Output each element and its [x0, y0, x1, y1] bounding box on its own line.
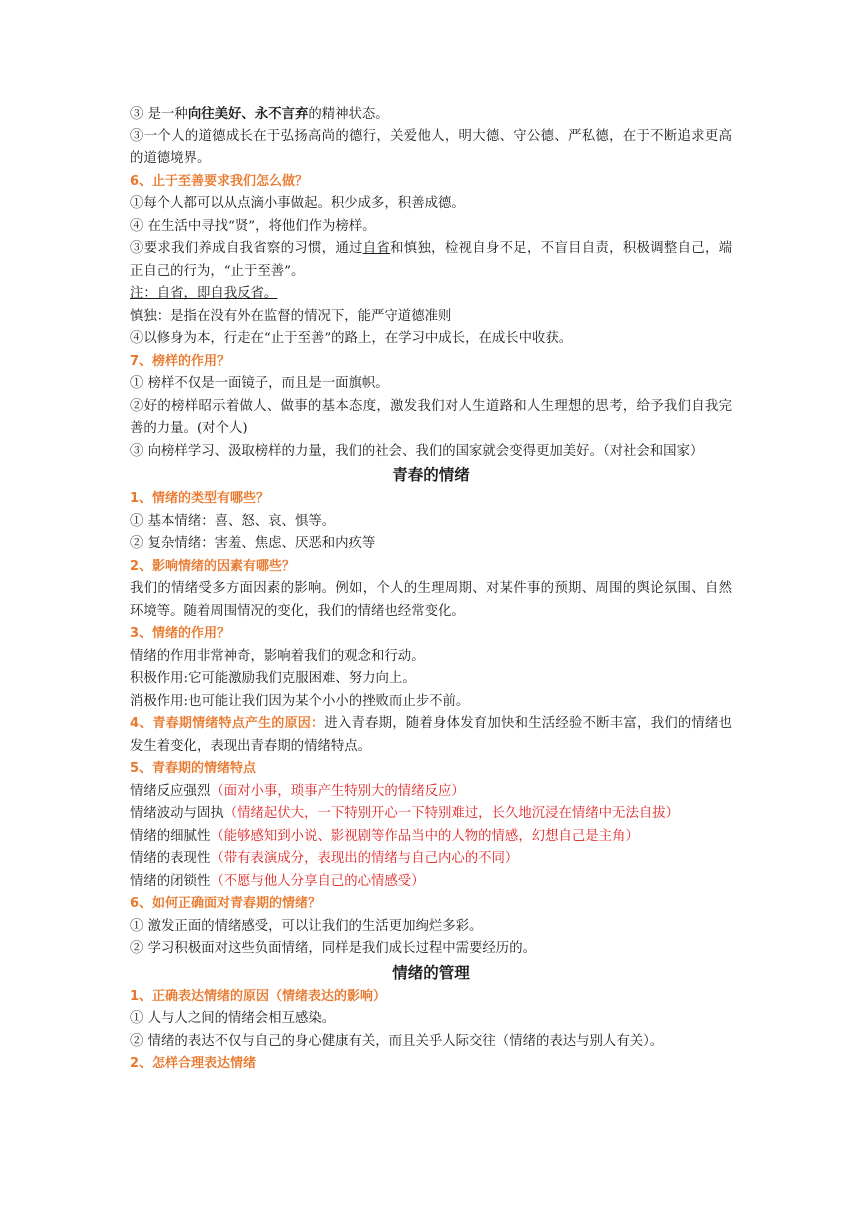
- note-line: [130, 283, 732, 306]
- document-page: [130, 103, 732, 1076]
- trait-label: 情绪的细腻性: [130, 828, 211, 844]
- item-emotion-1-2: ② 复杂情绪：害羞、焦虑、厌恶和内疚等: [130, 536, 376, 551]
- trait-3: [130, 826, 732, 849]
- item-7-3: ③ 向榜样学习、汲取榜样的力量，我们的社会、我们的国家就会变得更加美好。（对社会和国家）: [130, 443, 704, 459]
- item-6-3: [130, 238, 732, 283]
- item-6-1: ①每个人都可以从点滴小事做起。积少成多，积善成德。: [130, 196, 465, 211]
- trait-label: 情绪波动与固执: [130, 806, 224, 821]
- heading-management-1: 1、正确表达情绪的原因（情绪表达的影响）: [130, 988, 387, 1004]
- item-7-1: ① 榜样不仅是一面镜子，而且是一面旗帜。: [130, 376, 389, 391]
- heading-6: 6、止于至善要求我们怎么做？: [130, 173, 309, 189]
- item-7-2: ②好的榜样昭示着做人、做事的基本态度，激发我们对人生道路和人生理想的思考，给予我们自我完善的力量。(对个人): [130, 398, 732, 436]
- text: ③要求我们养成自我省察的习惯，通过: [130, 241, 363, 256]
- paragraph-moral-growth: ③一个人的道德成长在于弘扬高尚的德行，关爱他人，明大德、守公德、严私德，在于不断追求更高的道德境界。: [130, 128, 732, 166]
- shendu-definition: 慎独：是指在没有外在监督的情况下，能严守道德准则: [130, 308, 452, 324]
- paragraph-emotion-4: [130, 713, 732, 758]
- section-title-youth-emotion: 青春的情绪: [392, 466, 470, 484]
- heading-emotion-2: 2、影响情绪的因素有哪些？: [130, 558, 296, 574]
- note-text: 注：自省，即自我反省。: [130, 286, 278, 301]
- item-6-2: ④ 在生活中寻找“贤”，将他们作为榜样。: [130, 218, 376, 234]
- text: ③ 是一种: [130, 107, 188, 122]
- trait-4: [130, 848, 732, 871]
- item-emotion-6-1: ① 激发正面的情绪感受，可以让我们的生活更加绚烂多彩。: [130, 918, 483, 934]
- item-management-1-2: ② 情绪的表达不仅与自己的身心健康有关，而且关乎人际交往（情绪的表达与别人有关）。: [130, 1033, 664, 1049]
- item-emotion-1-1: ① 基本情绪：喜、怒、哀、惧等。: [130, 513, 336, 529]
- trait-explanation: （情绪起伏大，一下特别开心一下特别难过，长久地沉浸在情绪中无法自拔）: [223, 806, 680, 821]
- trait-label: 情绪的闭锁性: [130, 873, 211, 889]
- underlined-term: 自省: [362, 241, 391, 256]
- heading-emotion-4: 4、青春期情绪特点产生的原因：: [130, 716, 325, 731]
- trait-label: 情绪的表现性: [130, 851, 211, 866]
- trait-explanation: （带有表演成分，表现出的情绪与自己内心的不同）: [210, 851, 519, 866]
- text: 和慎独，检视自身不足，不盲目自责，积极调整自己，端正自己的行为，“止于至善”。: [130, 241, 732, 279]
- text: 进入青春期，随着身体发育加快和生活经验不断丰富，我们的情绪也发生着变化，表现出青春期的情绪特点。: [130, 716, 732, 754]
- heading-management-2: 2、怎样合理表达情绪: [130, 1056, 257, 1071]
- paragraph-spirit: [130, 103, 732, 126]
- item-emotion-3-1: 情绪的作用非常神奇，影响着我们的观念和行动。: [130, 648, 425, 664]
- trait-explanation: （不愿与他人分享自己的心情感受）: [210, 873, 425, 889]
- item-emotion-3-2: 积极作用:它可能激励我们克服困难、努力向上。: [130, 671, 416, 686]
- item-6-4: ④以修身为本，行走在“止于至善”的路上，在学习中成长，在成长中收获。: [130, 331, 573, 346]
- item-management-1-1: ① 人与人之间的情绪会相互感染。: [130, 1011, 336, 1026]
- item-emotion-6-2: ② 学习积极面对这些负面情绪，同样是我们成长过程中需要经历的。: [130, 941, 536, 956]
- heading-emotion-5: 5、青春期的情绪特点: [130, 761, 257, 776]
- heading-emotion-6: 6、如何正确面对青春期的情绪？: [130, 896, 322, 911]
- heading-emotion-3: 3、情绪的作用？: [130, 626, 231, 641]
- trait-5: [130, 871, 732, 894]
- trait-1: [130, 781, 732, 804]
- paragraph-emotion-factors: 我们的情绪受多方面因素的影响。例如，个人的生理周期、对某件事的预期、周围的舆论氛围、自然环境等。随着周围情况的变化，我们的情绪也经常变化。: [130, 581, 732, 619]
- heading-7: 7、榜样的作用？: [130, 353, 231, 369]
- heading-emotion-1: 1、情绪的类型有哪些？: [130, 491, 270, 506]
- trait-2: [130, 803, 732, 826]
- trait-explanation: （面对小事，琐事产生特别大的情绪反应）: [210, 783, 465, 799]
- bold-text: 向往美好、永不言弃: [187, 106, 309, 122]
- text: 的精神状态。: [308, 107, 389, 122]
- trait-label: 情绪反应强烈: [130, 783, 211, 799]
- item-emotion-3-3: 消极作用:也可能让我们因为某个小小的挫败而止步不前。: [130, 693, 470, 709]
- trait-explanation: （能够感知到小说、影视剧等作品当中的人物的情感，幻想自己是主角）: [210, 828, 639, 844]
- section-title-emotion-management: 情绪的管理: [392, 963, 470, 982]
